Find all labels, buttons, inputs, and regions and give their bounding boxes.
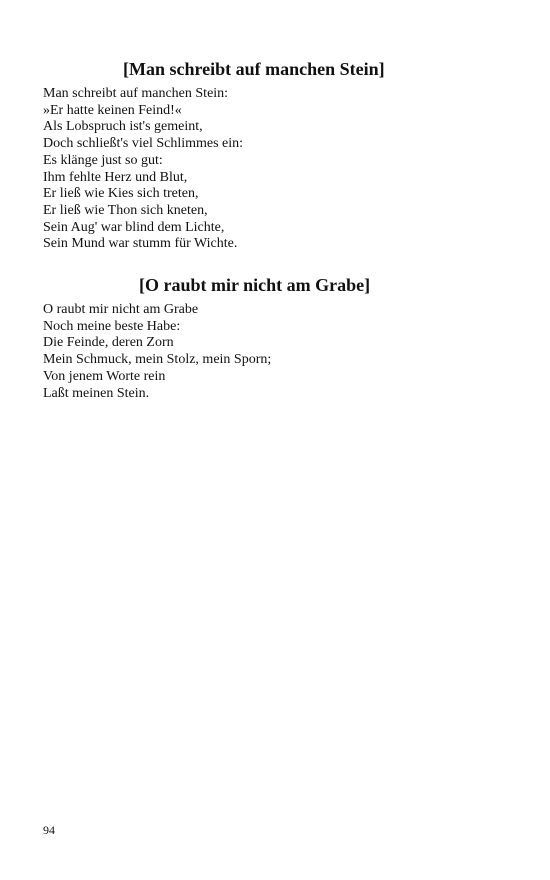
poem-line: Noch meine beste Habe:: [43, 318, 181, 334]
poem-title: [O raubt mir nicht am Grabe]: [139, 275, 371, 295]
poem-line: Mein Schmuck, mein Stolz, mein Sporn;: [43, 352, 272, 368]
poem-line: Die Feinde, deren Zorn: [43, 335, 174, 351]
poem-line: O raubt mir nicht am Grabe: [43, 302, 199, 317]
poem-line: Es klänge just so gut:: [43, 152, 163, 168]
poem-body: [43, 86, 513, 253]
poem-man-schreibt: [43, 58, 513, 253]
poem-line: Ihm fehlte Herz und Blut,: [43, 169, 188, 185]
poem-line: Man schreibt auf manchen Stein:: [43, 86, 229, 101]
poem-line: Als Lobspruch ist's gemeint,: [43, 119, 203, 135]
poem-line: Sein Mund war stumm für Wichte.: [43, 236, 238, 252]
poem-line: Von jenem Worte rein: [43, 368, 166, 384]
poem-line: »Er hatte keinen Feind!«: [43, 102, 182, 118]
poem-line: Sein Aug' war blind dem Lichte,: [43, 219, 225, 235]
poem-line: Laßt meinen Stein.: [43, 385, 150, 401]
poem-line: Er ließ wie Kies sich treten,: [43, 186, 199, 202]
poem-body: [43, 302, 513, 402]
poem-line: Er ließ wie Thon sich kneten,: [43, 202, 208, 218]
poem-line: Doch schließt's viel Schlimmes ein:: [43, 136, 244, 152]
page-number: 94: [43, 823, 55, 837]
poem-o-raubt: [43, 274, 513, 402]
poem-title: [Man schreibt auf manchen Stein]: [123, 59, 385, 79]
